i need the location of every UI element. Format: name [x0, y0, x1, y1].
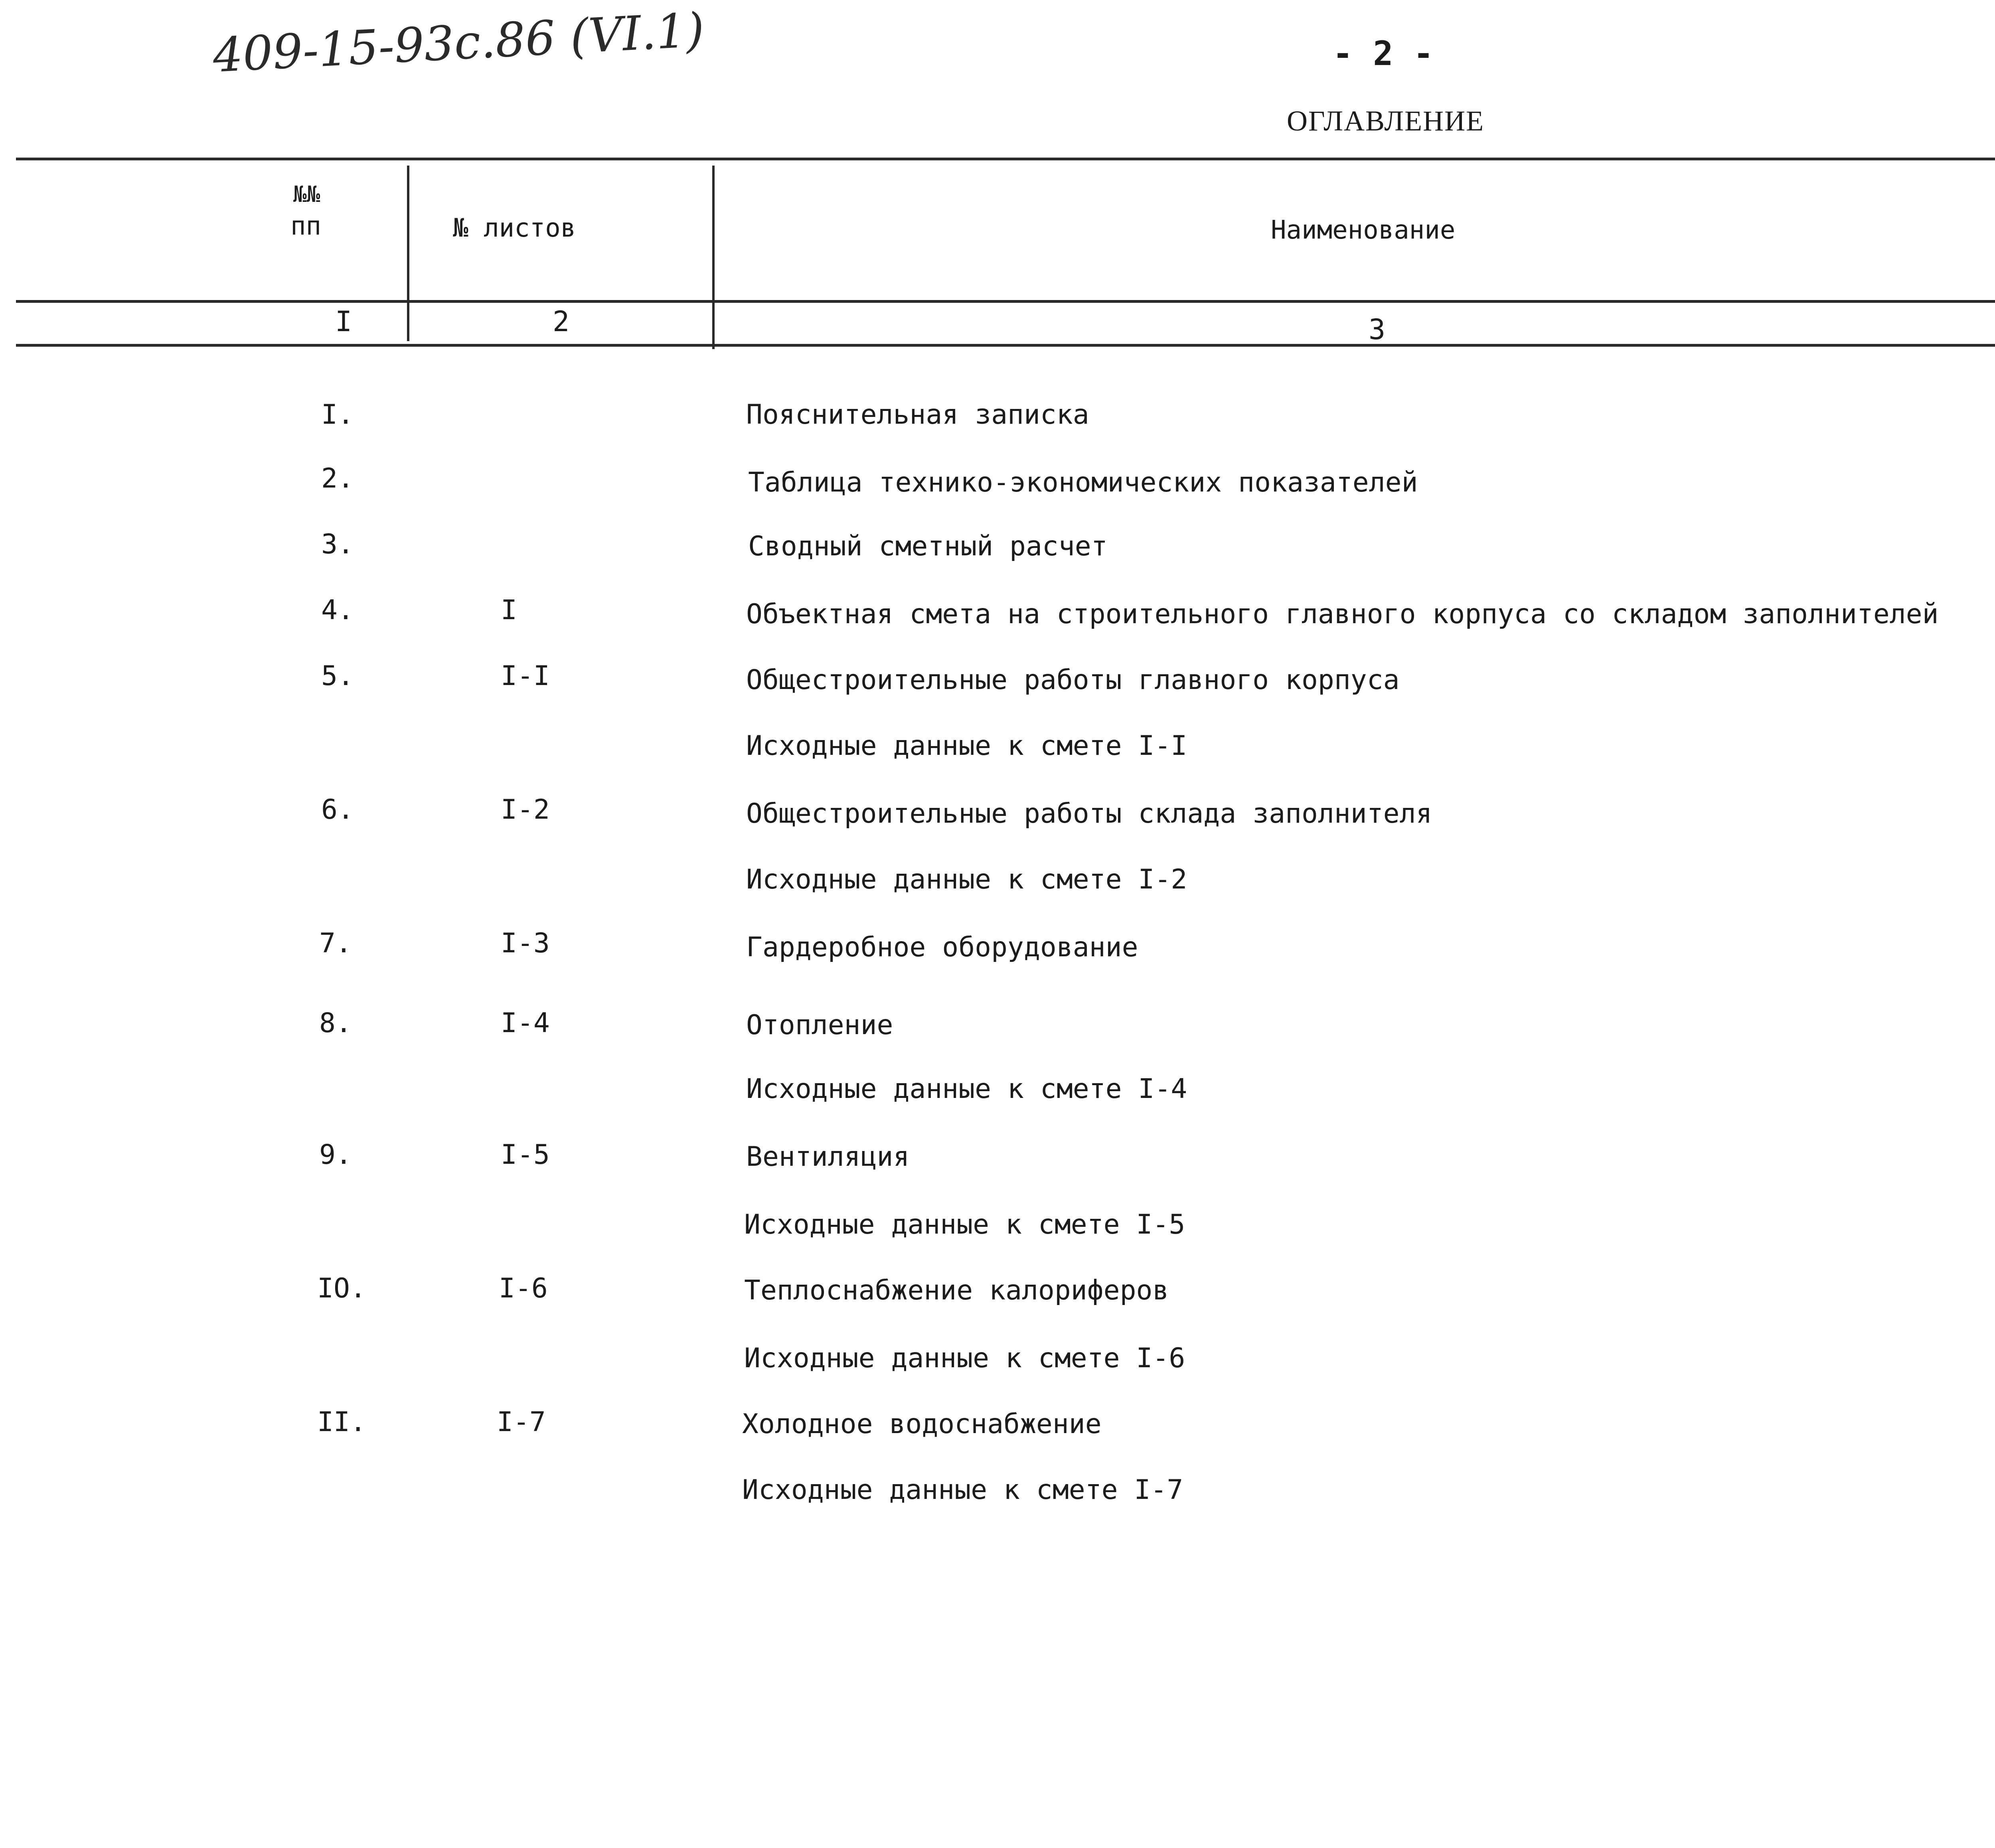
row-sheet: I-6 — [499, 1273, 548, 1304]
row-name: Общестроительные работы склада заполнителя — [746, 798, 1432, 829]
row-name: Сводный сметный расчет — [748, 531, 1108, 562]
row-name: Теплоснабжение калориферов — [744, 1275, 1169, 1306]
row-sheet: I-4 — [501, 1007, 550, 1039]
row-number: 6. — [321, 794, 354, 825]
header-name: Наименование — [1271, 215, 1456, 245]
row-name: Общестроительные работы главного корпуса — [746, 664, 1400, 696]
row-number: 8. — [319, 1007, 352, 1039]
row-name: Холодное водоснабжение — [742, 1408, 1102, 1440]
column-number-2: 2 — [553, 305, 570, 338]
page-number: - 2 - — [1333, 34, 1434, 73]
header-number-line1: №№ — [293, 182, 320, 207]
handwritten-code-reference: 409-15-93с.86 (VI.1) — [211, 2, 706, 83]
row-number: 9. — [319, 1139, 352, 1171]
row-sheet: I-5 — [501, 1139, 550, 1171]
row-name: Таблица технико-экономических показателей — [748, 467, 1418, 498]
page-title: ОГЛАВЛЕНИЕ — [1287, 105, 1485, 137]
row-name: Гардеробное оборудование — [746, 932, 1138, 963]
row-number: 3. — [321, 529, 354, 560]
row-sheet: I-I — [501, 660, 550, 692]
row-name: Исходные данные к смете I-5 — [744, 1209, 1185, 1240]
row-name: Вентиляция — [746, 1141, 910, 1173]
header-sheets: № листов — [453, 213, 576, 243]
row-name: Исходные данные к смете I-I — [746, 730, 1187, 762]
row-name: Объектная смета на строительного главного корпуса со складом заполнителей — [746, 598, 1939, 630]
column-number-3: 3 — [1369, 313, 1386, 346]
row-name: Исходные данные к смете I-7 — [742, 1474, 1183, 1506]
table-header-divider — [16, 300, 1995, 303]
row-number: II. — [317, 1406, 366, 1438]
row-name: Исходные данные к смете I-2 — [746, 864, 1187, 895]
row-number: 5. — [321, 660, 354, 692]
row-name: Исходные данные к смете I-6 — [744, 1343, 1185, 1374]
column-divider-1 — [407, 166, 409, 341]
table-bottom-rule — [16, 344, 1995, 347]
header-number-line2: пп — [290, 211, 322, 241]
row-sheet: I-2 — [501, 794, 550, 825]
column-number-1: I — [335, 305, 352, 338]
row-sheet: I-3 — [501, 928, 550, 959]
row-name: Пояснительная записка — [746, 399, 1089, 430]
row-number: I. — [321, 399, 354, 430]
row-name: Отопление — [746, 1009, 893, 1041]
table-top-rule — [16, 158, 1995, 160]
column-divider-2 — [712, 166, 715, 349]
row-sheet: I-7 — [497, 1406, 546, 1438]
row-name: Исходные данные к смете I-4 — [746, 1073, 1187, 1105]
row-number: 4. — [321, 594, 354, 626]
row-number: 7. — [319, 928, 352, 959]
row-sheet: I — [501, 594, 517, 626]
row-number: IO. — [317, 1273, 366, 1304]
row-number: 2. — [321, 463, 354, 494]
